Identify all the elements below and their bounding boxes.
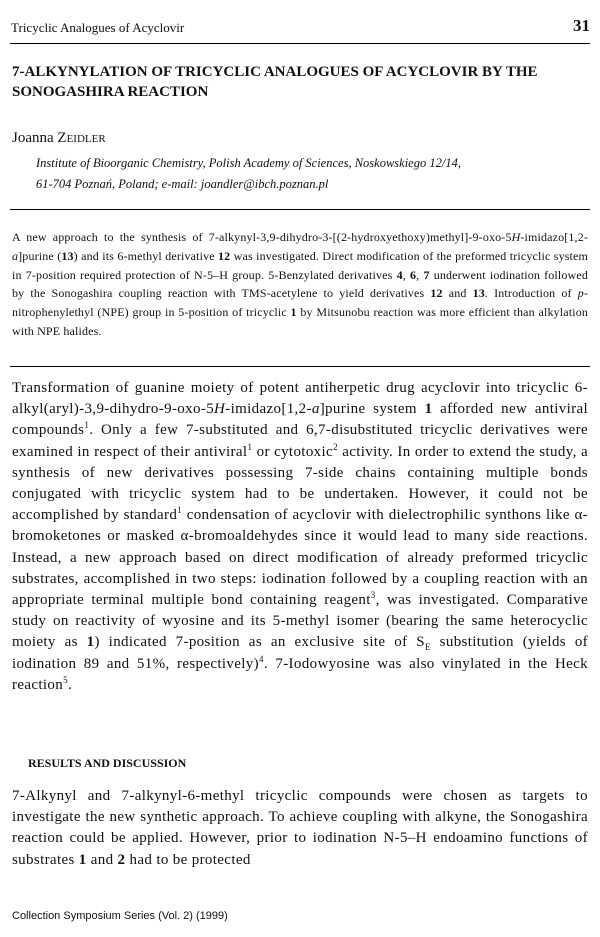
compound-ref: 12 (218, 248, 231, 263)
compound-ref: 6 (410, 267, 417, 282)
compound-ref: 1 (78, 851, 87, 868)
affiliation-line-1: Institute of Bioorganic Chemistry, Polish Academy of Sciences, Noskowskiego 12/14, (36, 156, 461, 170)
citation-ref: 1 (247, 441, 253, 452)
compound-ref: 1 (424, 401, 433, 418)
citation-ref: 1 (177, 505, 183, 516)
citation-ref: 1 (84, 420, 90, 431)
compound-ref: 4 (396, 267, 403, 282)
author-first-name: Joanna (12, 130, 58, 146)
affiliation-line-2: 61-704 Poznań, Poland; e-mail: joandler@ibch.poznan.pl (36, 177, 329, 191)
header-divider (10, 43, 590, 44)
abstract-bottom-rule (10, 366, 590, 367)
compound-ref: 2 (117, 851, 126, 868)
citation-ref: 2 (333, 441, 338, 452)
compound-ref: 1 (290, 305, 297, 320)
article-title: 7-ALKYNYLATION OF TRICYCLIC ANALOGUES OF ACYCLOVIR BY THE SONOGASHIRA REACTION (12, 64, 538, 100)
author-affiliation (36, 153, 586, 195)
compound-ref: 7 (423, 267, 430, 282)
compound-ref: 13 (61, 248, 74, 263)
citation-ref: 5 (63, 674, 68, 685)
running-title: Tricyclic Analogues of Acyclovir (11, 20, 185, 35)
results-paragraph: 7-Alkynyl and 7-alkynyl-6-methyl tricyclic compounds were chosen as targets to investigate the new synthetic approach. To achieve coupling with alkyne, the Sonogashira reaction could be applied. However, prior to iodination N-5–H endoamino functions of substrates 1 and 2 had to be protected (12, 788, 588, 868)
author-last-name: Zeidler (57, 130, 106, 146)
abstract-text: A new approach to the synthesis of 7-alkynyl-3,9-dihydro-3-[(2-hydroxyethoxy)methyl]-9-oxo-5H-imidazo[1,2-a]purine (13) and its 6-methyl derivative 12 was investigated. Direct modification of the preformed tricyclic system in 7-position required protection of N-5–H group. 5-Benzylated derivatives 4, 6, 7 underwent iodination followed by the Sonogashira coupling reaction with TMS-acetylene to yield derivatives 12 and 13. Introduction of p-nitrophenylethyl (NPE) group in 5-position of tricyclic 1 by Mitsunobu reaction was more efficient than alkylation with NPE halides. (12, 230, 588, 338)
abstract-top-rule (10, 209, 590, 210)
citation-ref: 3 (370, 590, 376, 601)
section-heading: RESULTS AND DISCUSSION (28, 756, 187, 770)
compound-ref: 12 (430, 286, 443, 301)
page-number: 31 (573, 16, 590, 35)
running-header (10, 18, 590, 42)
journal-footer: Collection Symposium Series (Vol. 2) (1999) (12, 910, 228, 922)
introduction-paragraph: Transformation of guanine moiety of potent antiherpetic drug acyclovir into tricyclic 6-alkyl(aryl)-3,9-dihydro-9-oxo-5H-imidazo[1,2-a]purine system 1 afforded new antiviral compounds$^1$. Only a few 7-substituted and 6,7-disubstituted tricyclic derivatives were examined in respect of their antiviral$^1$ or cytotoxic$^2$ activity. In order to extend the study, a synthesis of new derivatives possessing 7-side chains containing multiple bonds conjugated with tricyclic system had to be undertaken. However, it could not be accomplished by standard$^1$ condensation of acyclovir with dielectrophilic synthons like α-bromoketones or masked α-bromoaldehydes since it would lead to many side reactions. Instead, a new approach based on direct modification of already preformed tricyclic substrates, accomplished in two steps: iodination followed by a coupling reaction with an appropriate terminal multiple bond containing reagent$^3$, was investigated. Comparative study on reactivity of wyosine and its 5-methyl isomer (bearing the same heterocyclic moiety as 1) indicated 7-position as an exclusive site of $S_E$ substitution (yields of iodination 89 and 51%, respectively)$^4$. 7-Iodowyosine was also vinylated in the Heck reaction$^5$. (12, 380, 589, 693)
compound-ref: 13 (472, 286, 485, 301)
compound-ref: 1 (86, 634, 95, 651)
author-name (12, 130, 106, 147)
citation-ref: 4 (259, 653, 264, 664)
